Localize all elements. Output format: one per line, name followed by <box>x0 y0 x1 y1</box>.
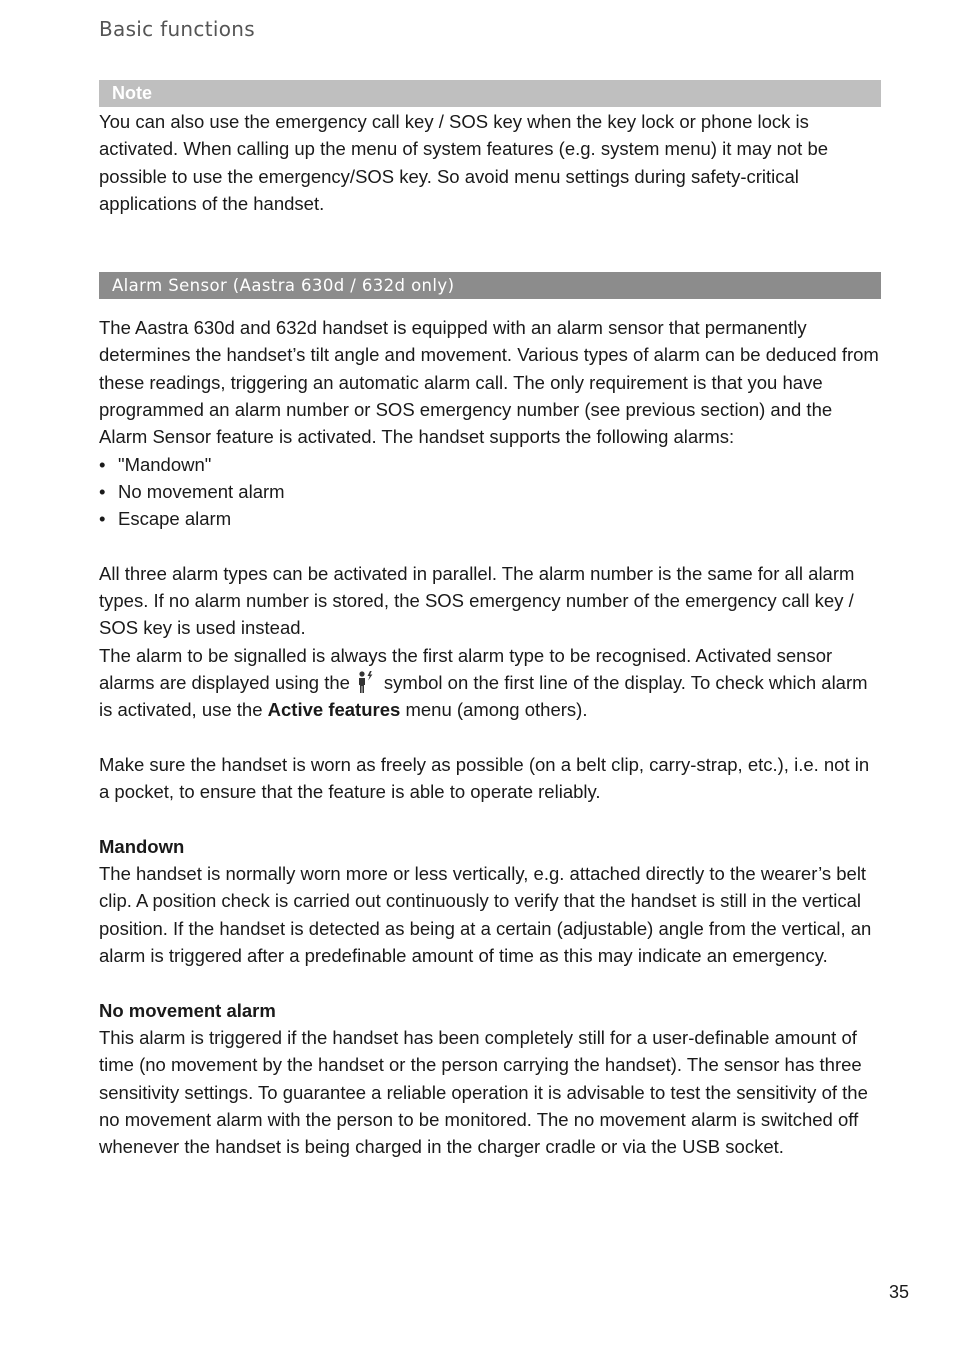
signalled-text-start: The alarm to be signalled is always the first alarm type to be recognised. Activated sensor alarms are displayed using the <box>99 644 833 694</box>
note-text: You can also use the emergency call key / SOS key when the key lock or phone lock is activated. When calling up the menu of system features (e.g. system menu) it may not be possible to use the emergency/SOS key. So avoid menu settings during safety-critical applications of the handset. <box>99 111 829 214</box>
section-intro: The Aastra 630d and 632d handset is equipped with an alarm sensor that permanently determines the handset’s tilt angle and movement. Various types of alarm can be deduced from these readings, triggering an automatic alarm call. The only requirement is that you have programmed an alarm number or SOS emergency number (see previous section) and the Alarm Sensor feature is activated. The handset supports the following alarms: <box>99 317 879 448</box>
page-number: 35 <box>889 1282 910 1302</box>
bullet: • <box>99 508 106 530</box>
page-content <box>99 80 881 1160</box>
alarm-list <box>99 451 881 533</box>
list-item <box>99 478 881 505</box>
active-features-term: Active features <box>267 699 401 721</box>
mandown-text: The handset is normally worn more or less vertically, e.g. attached directly to the wearer’s belt clip. A position check is carried out continuously to verify that the handset is still in the vertical position. If the handset is detected as being at a certain (adjustable) angle from the vertical, an alarm is triggered after a predefinable amount of time as this may indicate an emergency. <box>99 863 872 967</box>
signalled-text-middle: symbol on the first line of the display. To check which alarm is activated, use the <box>99 672 868 721</box>
signalled-text-end: menu (among others). <box>405 699 588 721</box>
bullet: • <box>99 453 106 475</box>
mandown-heading: Mandown <box>99 835 185 857</box>
person-alarm-icon <box>354 670 378 694</box>
list-item-text: "Mandown" <box>118 453 212 475</box>
no-movement-heading: No movement alarm <box>99 999 276 1021</box>
parallel-text: All three alarm types can be activated in parallel. The alarm number is the same for all alarm types. If no alarm number is stored, the SOS emergency number of the emergency call key / SOS key is used instead. <box>99 562 855 639</box>
list-item-text: No movement alarm <box>118 480 285 502</box>
list-item-text: Escape alarm <box>118 508 232 530</box>
list-item <box>99 451 881 478</box>
page-header: Basic functions <box>99 17 255 41</box>
worn-text: Make sure the handset is worn as freely as possible (on a belt clip, carry-strap, etc.), i.e. not in a pocket, to ensure that the feature is able to operate reliably. <box>99 753 870 803</box>
signalled-text <box>99 642 881 724</box>
bullet: • <box>99 480 106 502</box>
note-label: Note <box>99 80 881 107</box>
section-title: Alarm Sensor (Aastra 630d / 632d only) <box>99 272 881 299</box>
list-item <box>99 505 881 532</box>
no-movement-text: This alarm is triggered if the handset has been completely still for a user-definable amount of time (no movement by the handset or the person carrying the handset). The sensor has three sensitivity settings. To guarantee a reliable operation it is advisable to test the sensitivity of the no movement alarm with the person to be monitored. The no movement alarm is switched off whenever the handset is being charged in the charger cradle or via the USB socket. <box>99 1026 868 1158</box>
